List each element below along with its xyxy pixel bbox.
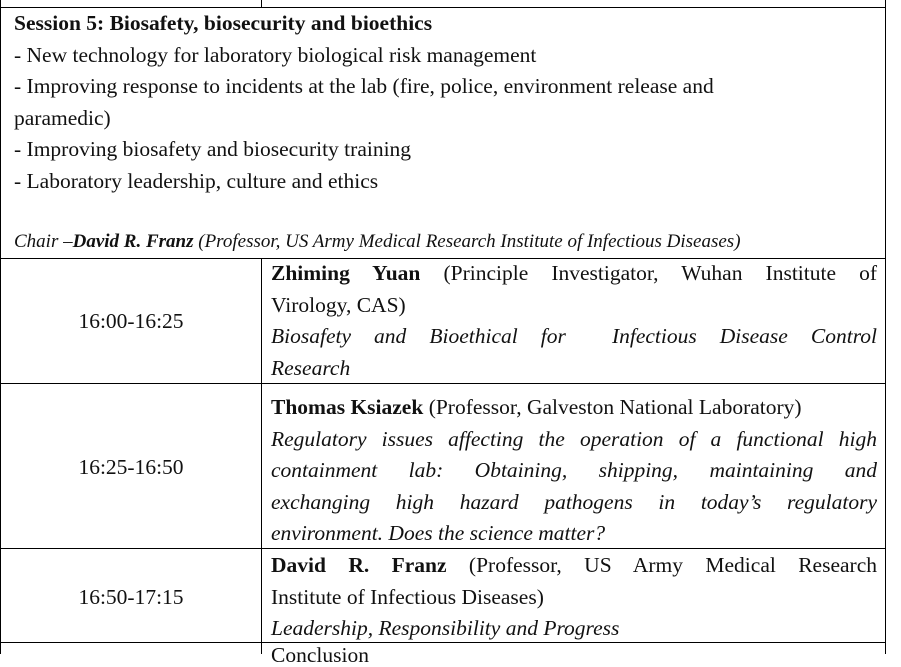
speaker-line <box>271 258 877 290</box>
talk-details <box>271 258 877 384</box>
session-topic: - Improving response to incidents at the lab (fire, police, environment release and <box>14 74 714 98</box>
speaker-affiliation: Virology, CAS) <box>271 292 406 317</box>
speaker-line <box>271 392 877 424</box>
talk-title: Research <box>271 355 351 380</box>
talk-time: 16:50-17:15 <box>78 585 184 609</box>
session-chair <box>14 229 884 255</box>
session-title: Session 5: Biosafety, biosecurity and bioethics <box>14 11 433 35</box>
speaker-name: David R. Franz <box>271 553 447 577</box>
session-topic: - Laboratory leadership, culture and ethics <box>14 168 379 193</box>
chair-prefix: Chair – <box>14 231 73 252</box>
speaker-name: Thomas Ksiazek <box>271 395 424 419</box>
speaker-affiliation: (Professor, Galveston National Laboratory) <box>423 395 802 419</box>
speaker-affiliation: Institute of Infectious Diseases) <box>271 584 544 609</box>
session-topic: paramedic) <box>14 105 111 130</box>
speaker-line <box>271 550 877 582</box>
talk-title: exchanging high hazard pathogens in today’s regulatory <box>271 489 877 514</box>
speaker-affiliation: (Principle Investigator, Wuhan Institute of <box>420 261 878 285</box>
column-divider <box>261 258 262 654</box>
talk-time: 16:00-16:25 <box>78 309 184 333</box>
talk-title: Regulatory issues affecting the operation of a functional high <box>271 426 877 451</box>
talk-details <box>271 550 877 645</box>
talk-time: 16:25-16:50 <box>78 455 184 479</box>
talk-title: containment lab: Obtaining, shipping, maintaining and <box>271 458 877 482</box>
speaker-affiliation: (Professor, US Army Medical Research <box>446 553 877 577</box>
talk-title: environment. Does the science matter? <box>271 521 606 545</box>
talk-details <box>271 392 877 550</box>
next-row-partial-text: Conclusion <box>271 643 369 667</box>
session-header <box>14 8 884 197</box>
talk-title: Biosafety and Bioethical for Infectious Disease Control <box>271 324 877 348</box>
session-topic: - Improving biosafety and biosecurity training <box>14 137 412 161</box>
table-border-right <box>885 0 886 654</box>
speaker-name: Zhiming Yuan <box>271 261 421 285</box>
chair-name: David R. Franz <box>72 231 194 252</box>
chair-affiliation: (Professor, US Army Medical Research Institute of Infectious Diseases) <box>193 231 741 252</box>
talk-title: Leadership, Responsibility and Progress <box>271 616 620 640</box>
session-topic: - New technology for laboratory biological risk management <box>14 42 537 67</box>
